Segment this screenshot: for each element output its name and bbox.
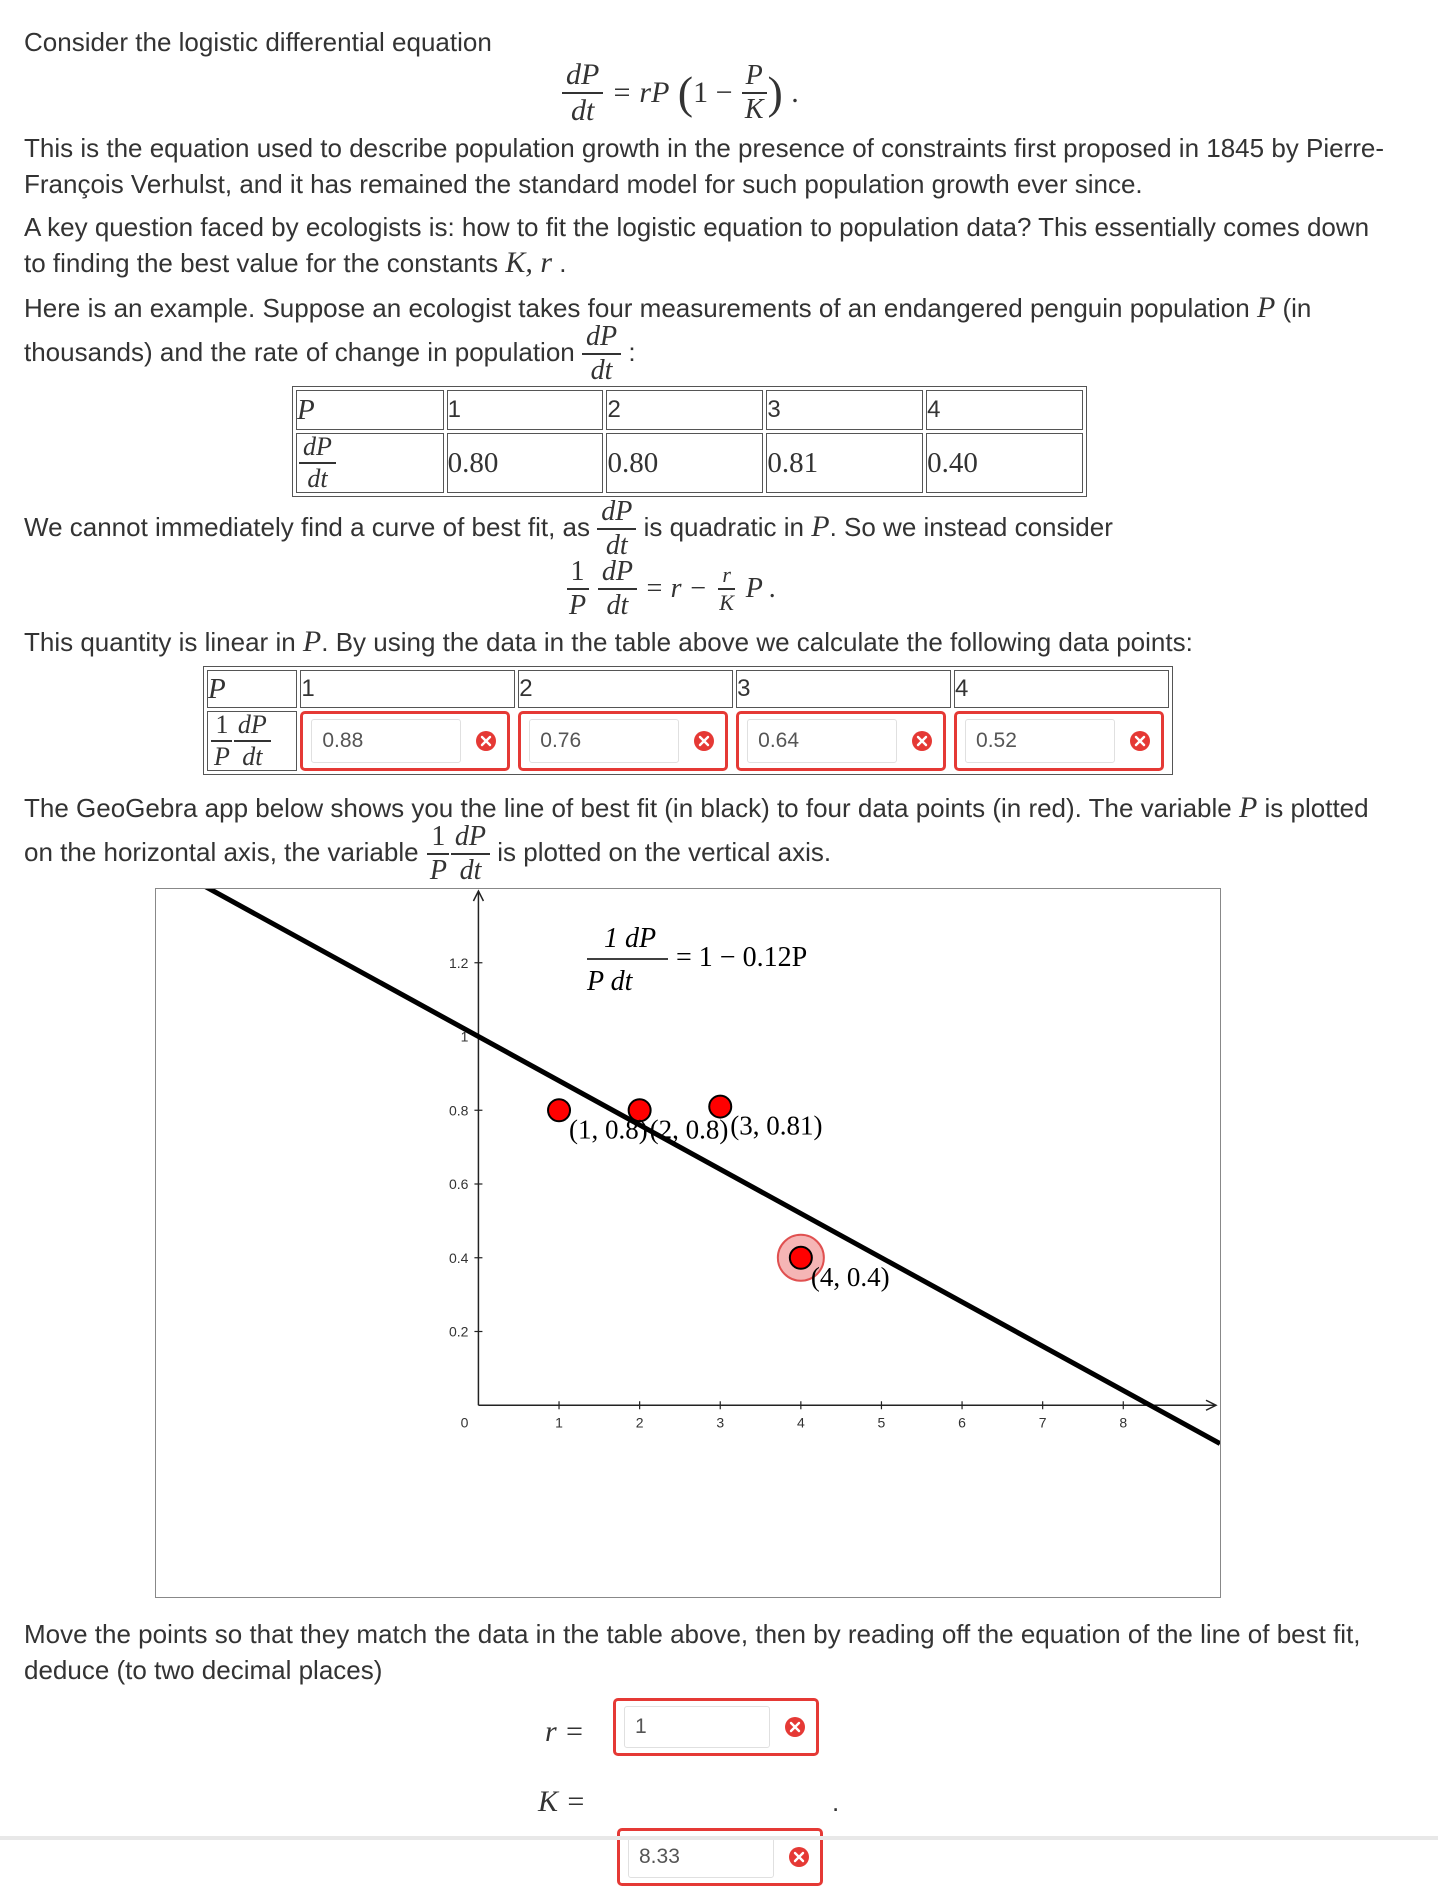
paragraph-example-1: Here is an example. Suppose an ecologist takes four measurements of an endangered penguin population P (in [24, 291, 1312, 324]
table-cell: 2 [518, 670, 733, 708]
answer-box-p3 [736, 711, 946, 771]
data-point-label: (2, 0.8) [649, 1114, 729, 1145]
table-cell: 0.80 [606, 433, 763, 493]
paragraph-verhulst-1: This is the equation used to describe population growth in the presence of constraints first proposed in 1845 by Pierre- [24, 133, 1385, 163]
data-point[interactable] [790, 1247, 812, 1269]
data-point-label: (1, 0.8) [569, 1114, 648, 1145]
x-tick-label: 1 [555, 1414, 563, 1431]
linearized-equation: $\frac{1}{P}$ $\frac{dP}{dt}$ = r − $\frac{r}{K}$ P . [565, 558, 776, 620]
answer-input-p2[interactable]: 0.76 [529, 719, 679, 763]
graph-canvas[interactable] [156, 889, 1220, 1597]
paragraph-quadratic: We cannot immediately find a curve of best fit, as $\frac{dP}{dt}$ is quadratic in P. So we instead consider [24, 496, 1113, 562]
table-cell: 1 [300, 670, 515, 708]
r-over-k-fraction: $\frac{r}{K}$ [719, 562, 734, 615]
answer-box-p4 [954, 711, 1164, 771]
incorrect-icon [788, 1846, 810, 1868]
intro-text: Consider the logistic differential equation [24, 27, 492, 57]
x-tick-label: 2 [635, 1414, 644, 1431]
dp-dt-fraction: $\frac{dP}{dt}$ [562, 60, 603, 126]
x-tick-label: 4 [796, 1414, 805, 1431]
point-labels [569, 1111, 890, 1292]
answer-box-p2 [518, 711, 728, 771]
x-tick-label: 3 [716, 1414, 725, 1431]
data-point[interactable] [548, 1099, 570, 1121]
table-row-label-rate-over-p: $\frac{1}{P}$ $\frac{dP}{dt}$ [207, 711, 297, 771]
r-input[interactable]: 1 [624, 1706, 770, 1748]
y-tick-label: 0.4 [448, 1249, 469, 1266]
r-label: r = [545, 1715, 585, 1748]
answer-box-p1 [300, 711, 510, 771]
table-cell: 3 [766, 390, 923, 430]
table-cell: 3 [736, 670, 951, 708]
table-row-label-p: P [296, 390, 444, 430]
y-tick-label: 1.2 [448, 954, 469, 971]
incorrect-icon [693, 730, 715, 752]
table-row-label-p: P [207, 670, 297, 708]
measurement-table [292, 386, 1087, 497]
answer-cell-3 [736, 711, 951, 771]
equation-label-denominator: P dt [587, 966, 633, 997]
line-equation-label [586, 923, 807, 997]
incorrect-icon [1129, 730, 1151, 752]
dp-dt-fraction: $\frac{dP}{dt}$ [598, 558, 637, 620]
y-tick-label: 1 [460, 1028, 469, 1045]
axes [473, 891, 1216, 1410]
y-tick-label: 0 [460, 1414, 469, 1431]
logistic-equation: $\frac{dP}{dt}$ = rP (1 − $\frac{P}{K}$ ) . [562, 60, 799, 126]
paragraph-geogebra-2: on the horizontal axis, the variable $\frac{1}{P}$ $\frac{dP}{dt}$ is plotted on the vertical axis. [24, 821, 832, 887]
data-point-label: (3, 0.81) [730, 1110, 823, 1141]
table-cell: 4 [926, 390, 1083, 430]
r-answer-box [613, 1698, 819, 1756]
dp-dt-fraction: $\frac{dP}{dt}$ [582, 323, 621, 385]
answer-input-p3[interactable]: 0.64 [747, 719, 897, 763]
x-tick-label: 8 [1119, 1414, 1128, 1431]
incorrect-icon [475, 730, 497, 752]
table-cell: 0.80 [447, 433, 604, 493]
geogebra-app[interactable] [155, 888, 1221, 1598]
table-cell: 4 [954, 670, 1169, 708]
table-cell: 0.40 [926, 433, 1083, 493]
x-tick-label: 6 [958, 1414, 966, 1431]
k-end-period: . [832, 1787, 840, 1817]
paragraph-geogebra-1: The GeoGebra app below shows you the line of best fit (in black) to four data points (in red). The variable P is plotted [24, 791, 1369, 824]
answer-input-p4[interactable]: 0.52 [965, 719, 1115, 763]
calculated-points-table [203, 666, 1173, 775]
paragraph-instruction-1: Move the points so that they match the data in the table above, then by reading off the equation of the line of best fit, [24, 1619, 1361, 1649]
answer-cell-1 [300, 711, 515, 771]
paragraph-verhulst-2: François Verhulst, and it has remained the standard model for such population growth ever since. [24, 169, 1143, 199]
p-over-k-fraction: $\frac{P}{K}$ [741, 62, 768, 124]
data-point-label: (4, 0.4) [810, 1261, 890, 1292]
answer-input-p1[interactable]: 0.88 [311, 719, 461, 763]
y-tick-label: 0.6 [448, 1176, 469, 1192]
paragraph-instruction-2: deduce (to two decimal places) [24, 1655, 383, 1685]
answer-cell-2 [518, 711, 733, 771]
table-cell: 2 [606, 390, 763, 430]
dp-dt-fraction: $\frac{dP}{dt}$ [597, 498, 636, 560]
paragraph-question-1: A key question faced by ecologists is: how to fit the logistic equation to population data? This essentially comes down [24, 212, 1370, 242]
incorrect-icon [911, 730, 933, 752]
x-tick-label: 5 [877, 1414, 886, 1431]
paragraph-linear: This quantity is linear in P. By using the data in the table above we calculate the following data points: [24, 625, 1193, 658]
y-tick-label: 0.2 [448, 1323, 469, 1340]
axis-ticks [449, 955, 1127, 1431]
x-tick-label: 7 [1038, 1414, 1047, 1431]
k-label: K = [538, 1785, 586, 1818]
paragraph-question-2: to finding the best value for the constants K, r . [24, 246, 567, 279]
y-tick-label: 0.8 [448, 1102, 469, 1119]
equation-label-numerator: 1 dP [604, 923, 657, 954]
table-row-label-rate: $\frac{dP}{dt}$ [296, 433, 444, 493]
answer-cell-4 [954, 711, 1169, 771]
table-cell: 0.81 [766, 433, 923, 493]
table-cell: 1 [447, 390, 604, 430]
one-over-p-fraction: $\frac{1}{P}$ [565, 558, 590, 620]
incorrect-icon [784, 1716, 806, 1738]
paragraph-example-2: thousands) and the rate of change in population $\frac{dP}{dt}$ : [24, 321, 636, 387]
equation-label-rhs: = 1 − 0.12P [676, 942, 808, 973]
k-input[interactable]: 8.33 [628, 1836, 774, 1878]
footer-divider [0, 1836, 1438, 1840]
